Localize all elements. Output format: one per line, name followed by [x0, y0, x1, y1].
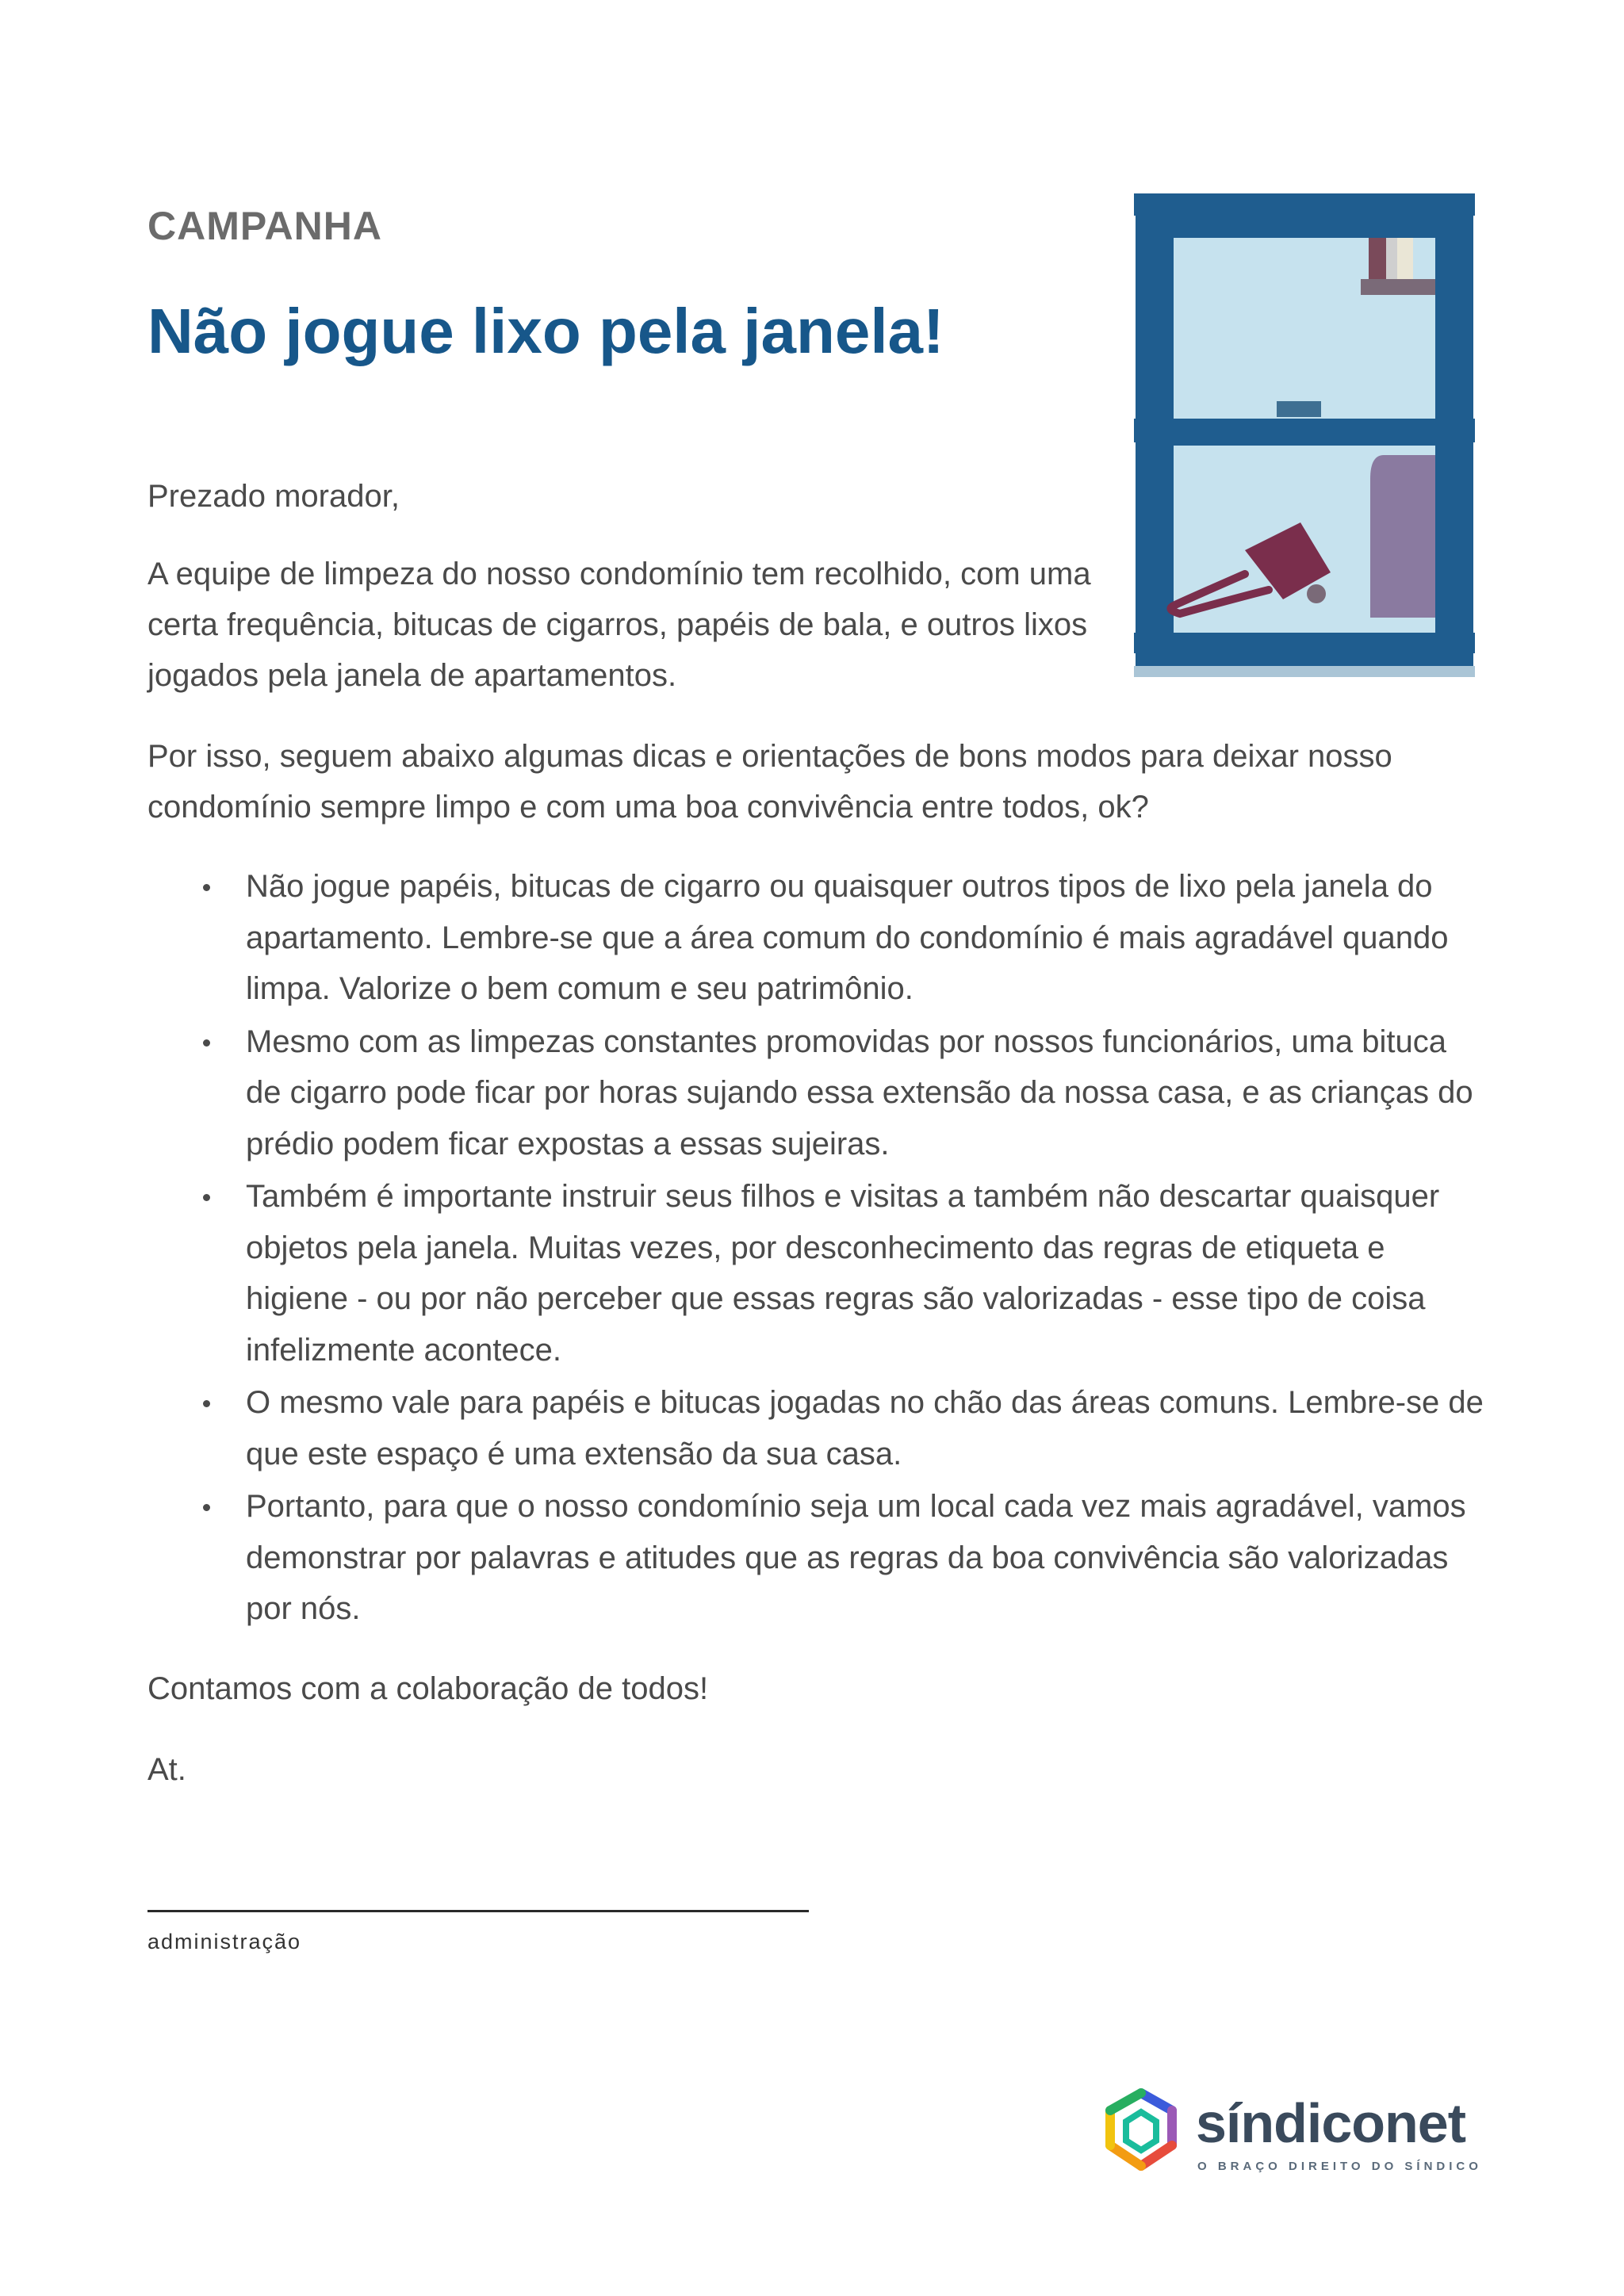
bullet-icon [203, 1039, 210, 1047]
closing-line: Contamos com a colaboração de todos! [147, 1671, 709, 1706]
list-item [147, 861, 1488, 1015]
tip-text: Não jogue papéis, bitucas de cigarro ou quaisquer outros tipos de lixo pela janela do apartamento. Lembre-se que a área comum do condomínio é mais agradável quando limpa. Valorize o bem comum e seu patrimônio. [246, 869, 1449, 1006]
window-illustration-icon [1134, 193, 1475, 677]
tips-list [147, 861, 1488, 1636]
list-item [147, 1016, 1488, 1170]
lead-paragraph: Por isso, seguem abaixo algumas dicas e orientações de bons modos para deixar nosso condomínio sempre limpo e com uma boa convivência entre todos, ok? [147, 739, 1392, 825]
bullet-icon [203, 884, 210, 891]
tip-text: O mesmo vale para papéis e bitucas jogadas no chão das áreas comuns. Lembre-se de que este espaço é uma extensão da sua casa. [246, 1385, 1484, 1471]
hexagon-logo-icon [1102, 2088, 1180, 2175]
list-item [147, 1377, 1488, 1479]
page-title: Não jogue lixo pela janela! [147, 296, 944, 366]
campaign-kicker: CAMPANHA [147, 204, 382, 248]
brand-name: síndiconet [1196, 2092, 1466, 2154]
greeting: Prezado morador, [147, 479, 400, 514]
intro-paragraph: A equipe de limpeza do nosso condomínio tem recolhido, com uma certa frequência, bitucas de cigarros, papéis de bala, e outros lixos jogados pela janela de apartamentos. [147, 557, 1091, 693]
bullet-icon [203, 1504, 210, 1511]
tip-text: Também é importante instruir seus filhos e visitas a também não descartar quaisquer objetos pela janela. Muitas vezes, por desconhecimento das regras de etiqueta e higiene - ou por não perceber que essas regras são valorizadas - esse tipo de coisa infelizmente acontece. [246, 1179, 1440, 1368]
tip-text: Mesmo com as limpezas constantes promovidas por nossos funcionários, uma bituca de cigarro pode ficar por horas sujando essa extensão da nossa casa, e as crianças do prédio podem ficar expostas a essas sujeiras. [246, 1024, 1473, 1161]
signature-label: administração [147, 1930, 302, 1954]
signoff: At. [147, 1752, 186, 1787]
bullet-icon [203, 1194, 210, 1201]
signature-line [147, 1910, 809, 1912]
brand-tagline: O BRAÇO DIREITO DO SÍNDICO [1197, 2160, 1482, 2173]
brand-logo [1102, 2088, 1483, 2183]
bullet-icon [203, 1400, 210, 1407]
list-item [147, 1171, 1488, 1376]
tip-text: Portanto, para que o nosso condomínio seja um local cada vez mais agradável, vamos demonstrar por palavras e atitudes que as regras da boa convivência são valorizadas por nós. [246, 1489, 1466, 1626]
list-item [147, 1481, 1488, 1635]
